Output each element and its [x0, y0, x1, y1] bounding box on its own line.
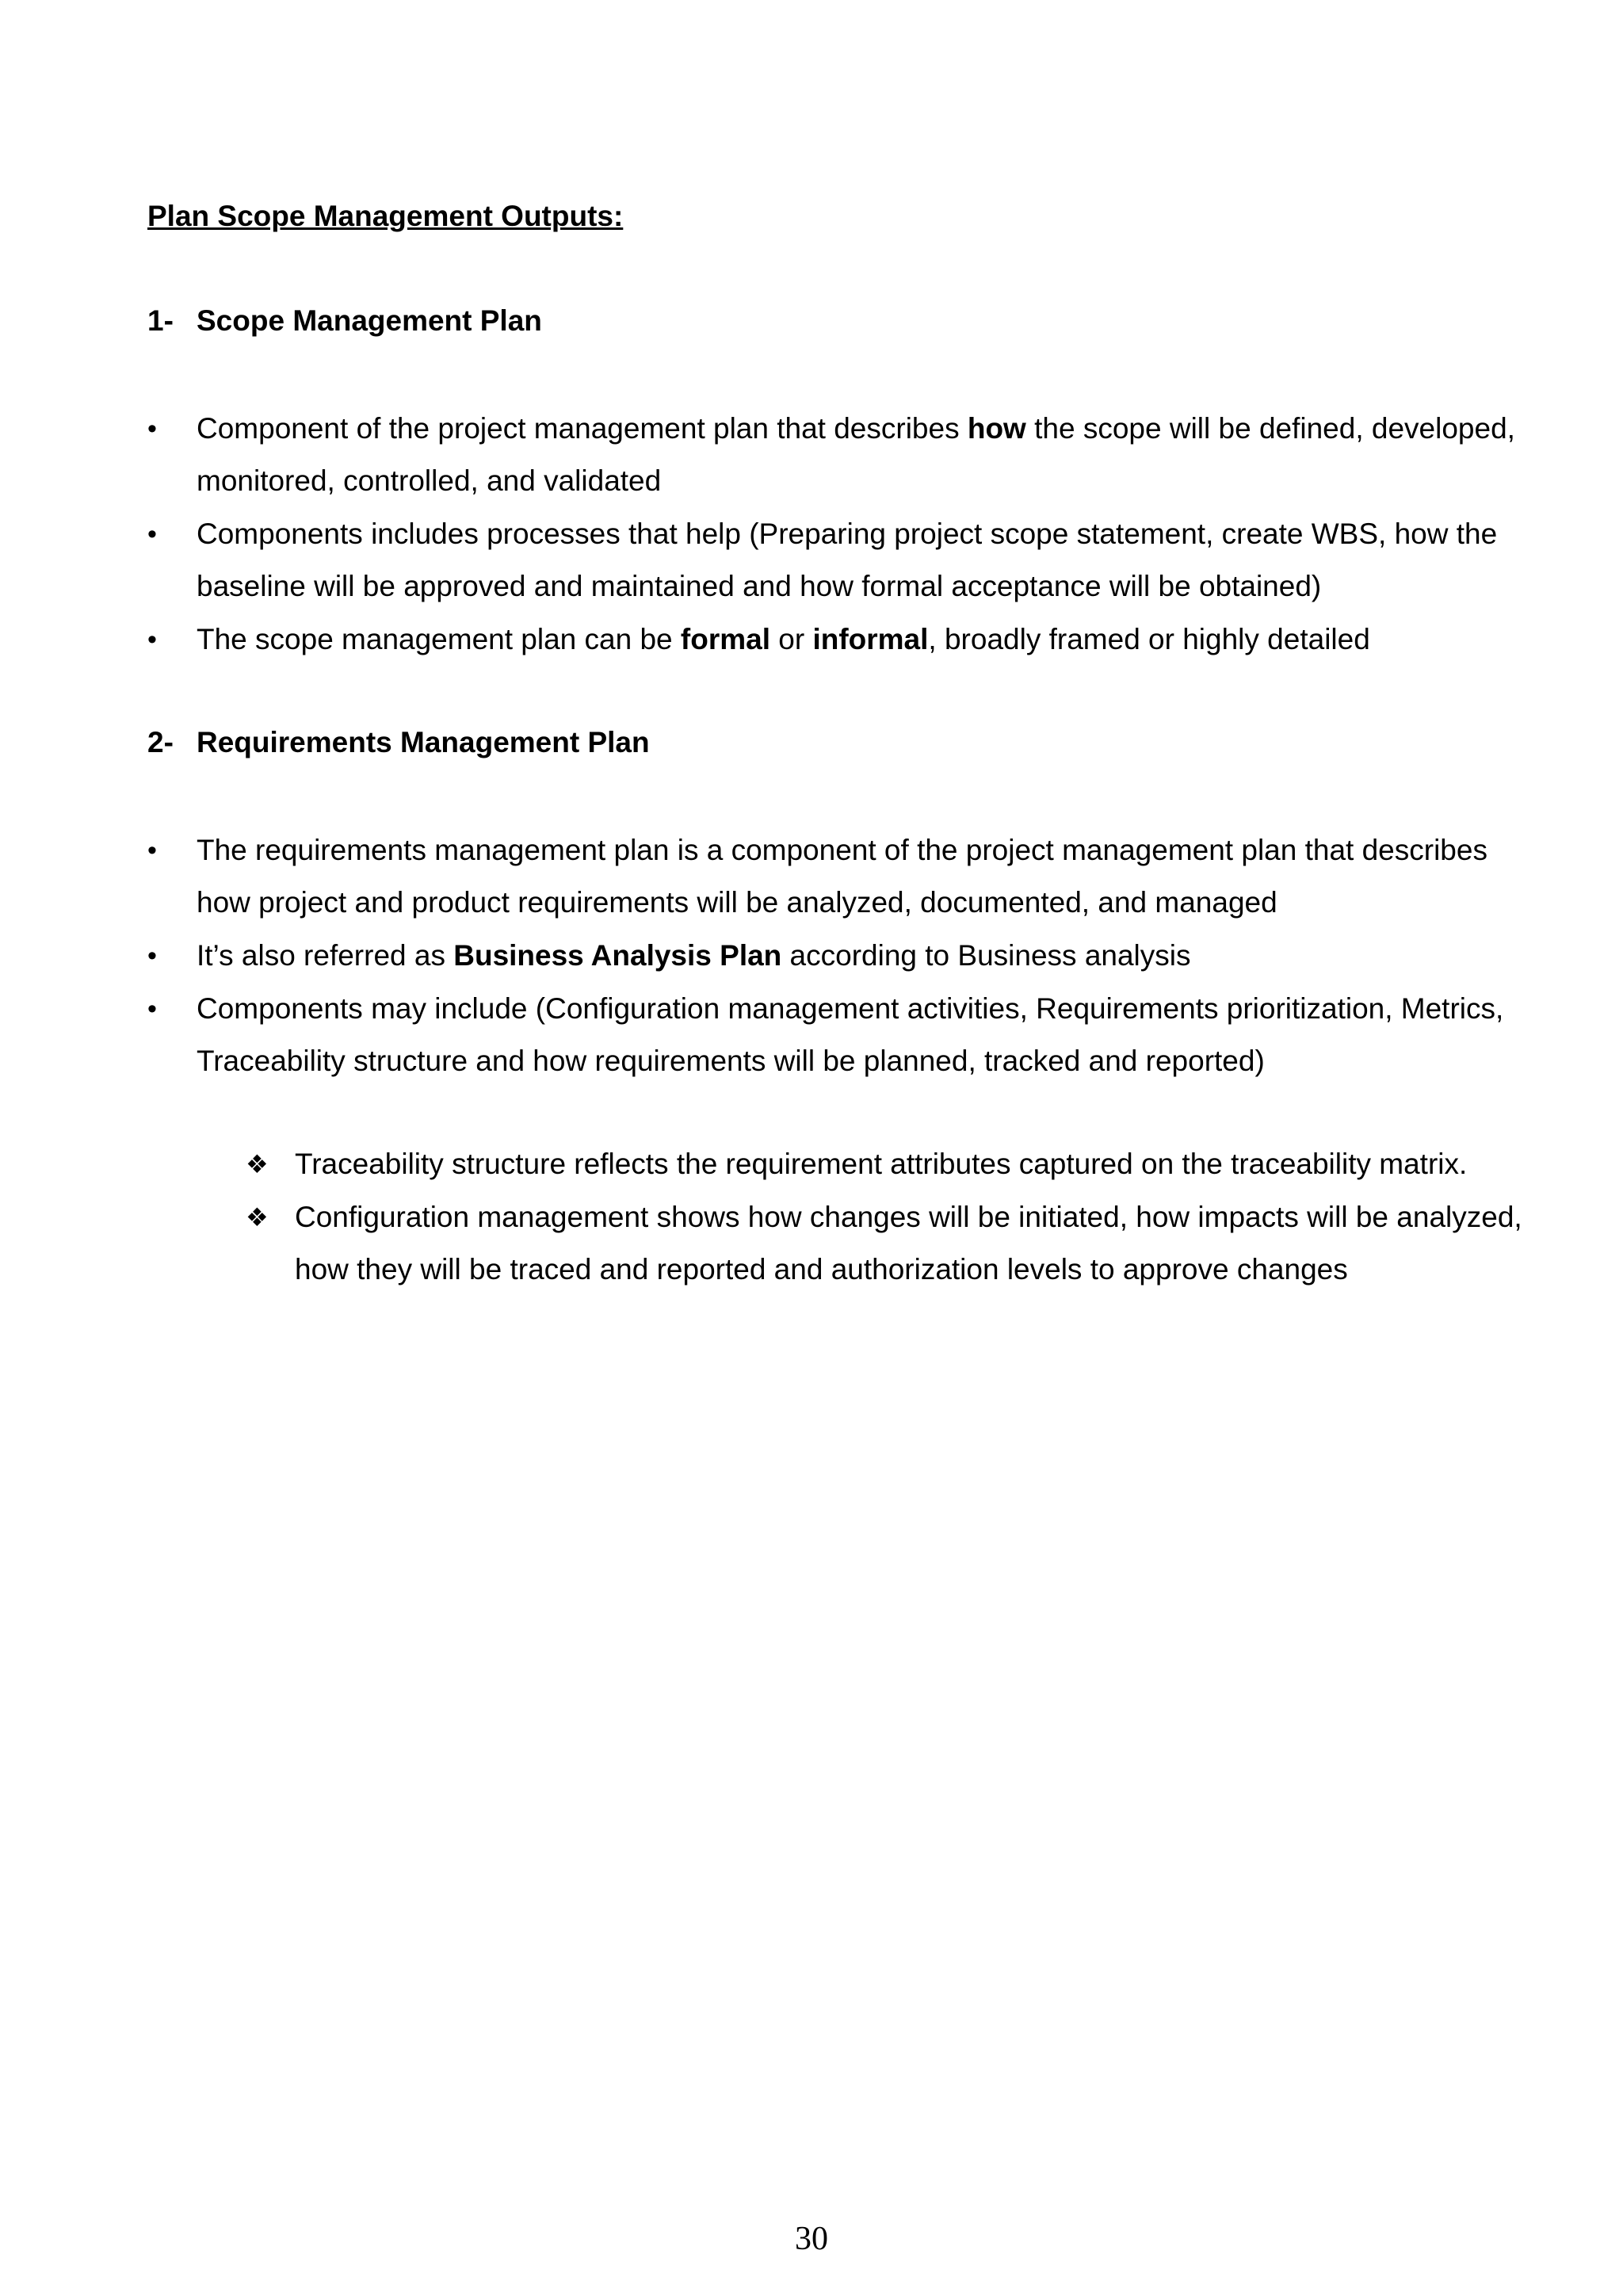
- list-item: ❖ Configuration management shows how changes will be initiated, how impacts will be analyzed, how they will be traced and reported and authorization levels to approve changes: [295, 1191, 1563, 1296]
- list-item: • Component of the project management plan that describes how the scope will be defined, developed, monitored, controlled, and validated: [197, 403, 1544, 507]
- section-title: Scope Management Plan: [197, 304, 542, 337]
- section-number: 2-: [147, 726, 174, 758]
- scope-plan-bullet-list: [147, 403, 1544, 667]
- list-item: • It’s also referred as Business Analysis Plan according to Business analysis: [197, 930, 1544, 982]
- section-heading-requirements-management-plan: [147, 726, 650, 759]
- four-diamond-icon: ❖: [246, 1203, 269, 1232]
- disc-bullet-icon: •: [147, 835, 157, 865]
- list-item: • Components may include (Configuration management activities, Requirements prioritization, Metrics, Traceability structure and how requirements will be planned, tracked and reported): [197, 983, 1544, 1087]
- list-item: • The scope management plan can be formal or informal, broadly framed or highly detailed: [197, 613, 1544, 666]
- four-diamond-icon: ❖: [246, 1150, 269, 1179]
- disc-bullet-icon: •: [147, 994, 157, 1024]
- section-number: 1-: [147, 304, 174, 337]
- disc-bullet-icon: •: [147, 625, 157, 655]
- list-item: ❖ Traceability structure reflects the requirement attributes captured on the traceability matrix.: [295, 1138, 1563, 1190]
- list-item: • Components includes processes that help (Preparing project scope statement, create WBS, how the baseline will be approved and maintained and how formal acceptance will be obtained): [197, 508, 1544, 613]
- disc-bullet-icon: •: [147, 941, 157, 971]
- section-heading-scope-management-plan: [147, 304, 542, 338]
- disc-bullet-icon: •: [147, 414, 157, 444]
- disc-bullet-icon: •: [147, 519, 157, 549]
- page-number: 30: [795, 2221, 828, 2257]
- section-title: Requirements Management Plan: [197, 726, 650, 758]
- list-item: • The requirements management plan is a component of the project management plan that describes how project and product requirements will be analyzed, documented, and managed: [197, 824, 1544, 929]
- requirements-plan-bullet-list: [147, 824, 1544, 1088]
- requirements-plan-sub-bullet-list: [246, 1138, 1563, 1297]
- page-heading: Plan Scope Management Outputs:: [147, 200, 624, 232]
